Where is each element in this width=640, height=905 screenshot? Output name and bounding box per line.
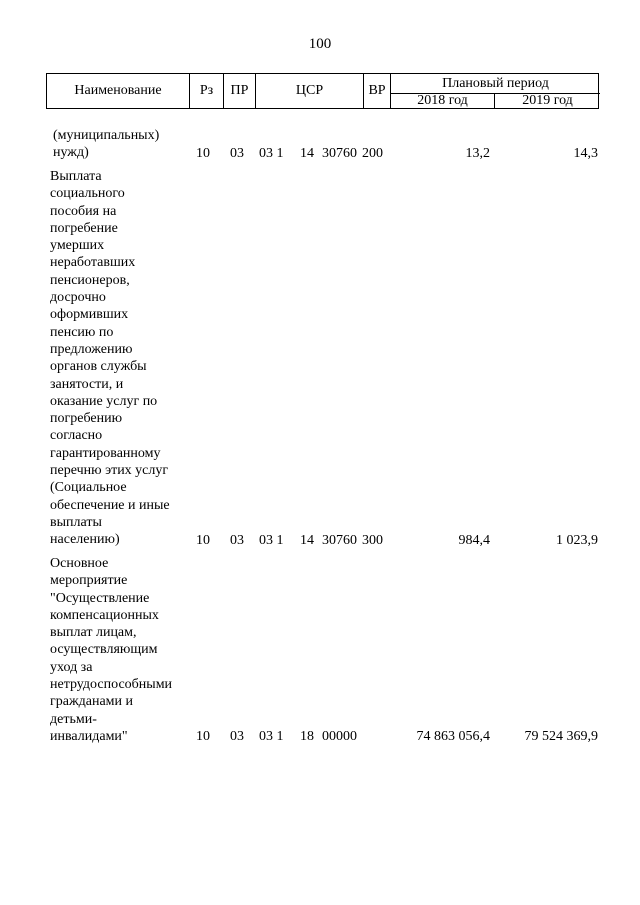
- name-line: погребение: [50, 220, 118, 236]
- cell-vr: 300: [362, 533, 383, 548]
- name-line: (Социальное: [50, 480, 127, 496]
- name-line: выплаты: [50, 514, 102, 530]
- cell-pr: 03: [230, 533, 244, 548]
- name-line: "Осуществление: [50, 590, 150, 606]
- name-line: перечню этих услуг: [50, 463, 169, 479]
- name-line: оформивших: [50, 307, 129, 323]
- name-line: умерших: [50, 238, 105, 254]
- cell-csr-b: 14: [300, 533, 314, 548]
- cell-csr-c: 30760: [322, 533, 357, 548]
- name-line: предложению: [50, 341, 133, 357]
- name-line: органов службы: [50, 359, 147, 375]
- row-name: [50, 555, 195, 745]
- header-vr: ВР: [364, 74, 391, 108]
- name-line: мероприятие: [50, 573, 128, 589]
- cell-csr-c: 30760: [322, 146, 357, 161]
- cell-csr-a: 03 1: [259, 533, 284, 548]
- name-line: пенсию по: [50, 324, 114, 340]
- name-line: пособия на: [50, 203, 117, 219]
- name-line: уход за: [50, 659, 93, 675]
- name-line: неработавших: [50, 255, 136, 271]
- table-header: [46, 73, 599, 109]
- row-name: [50, 168, 195, 549]
- cell-pr: 03: [230, 729, 244, 744]
- cell-csr-a: 03 1: [259, 146, 284, 161]
- page-number: 100: [308, 36, 332, 52]
- name-line: обеспечение и иные: [50, 497, 170, 513]
- name-line: населению): [50, 532, 120, 548]
- name-line: нетрудоспособными: [50, 677, 173, 693]
- name-line: (муниципальных): [53, 128, 160, 143]
- cell-csr-a: 03 1: [259, 729, 284, 744]
- header-csr: ЦСР: [256, 74, 364, 108]
- name-line: инвалидами": [50, 728, 128, 744]
- name-line: выплат лицам,: [50, 625, 137, 641]
- cell-csr-c: 00000: [322, 729, 357, 744]
- name-line: Выплата: [50, 169, 102, 184]
- name-line: компенсационных: [50, 607, 159, 623]
- cell-rz: 10: [196, 146, 210, 161]
- header-name: Наименование: [47, 74, 190, 108]
- cell-csr-b: 14: [300, 146, 314, 161]
- name-line: социального: [50, 186, 125, 202]
- name-line: пенсионеров,: [50, 272, 130, 288]
- name-line: погребению: [50, 411, 123, 427]
- planned-period-label: Плановый период: [391, 74, 600, 94]
- header-pr: ПР: [224, 74, 256, 108]
- name-line: Основное: [50, 556, 109, 571]
- cell-csr-b: 18: [300, 729, 314, 744]
- cell-value-2018: 74 863 056,4: [416, 729, 490, 744]
- header-year-2018: 2018 год: [391, 93, 495, 108]
- cell-value-2019: 14,3: [573, 146, 598, 161]
- header-planned-period: [391, 74, 600, 108]
- name-line: нужд): [53, 145, 89, 161]
- name-line: оказание услуг по: [50, 393, 158, 409]
- name-line: занятости, и: [50, 376, 124, 392]
- cell-rz: 10: [196, 533, 210, 548]
- name-line: детьми-: [50, 711, 97, 727]
- cell-rz: 10: [196, 729, 210, 744]
- name-line: осуществляющим: [50, 642, 158, 658]
- cell-pr: 03: [230, 146, 244, 161]
- cell-value-2019: 1 023,9: [556, 533, 598, 548]
- cell-vr: 200: [362, 146, 383, 161]
- name-line: гарантированному: [50, 445, 161, 461]
- row-name: [53, 127, 198, 162]
- header-rz: Рз: [190, 74, 224, 108]
- cell-value-2018: 984,4: [458, 533, 490, 548]
- cell-value-2018: 13,2: [465, 146, 490, 161]
- name-line: согласно: [50, 428, 103, 444]
- cell-value-2019: 79 524 369,9: [524, 729, 598, 744]
- name-line: гражданами и: [50, 694, 134, 710]
- header-year-2019: 2019 год: [522, 92, 573, 108]
- name-line: досрочно: [50, 290, 106, 306]
